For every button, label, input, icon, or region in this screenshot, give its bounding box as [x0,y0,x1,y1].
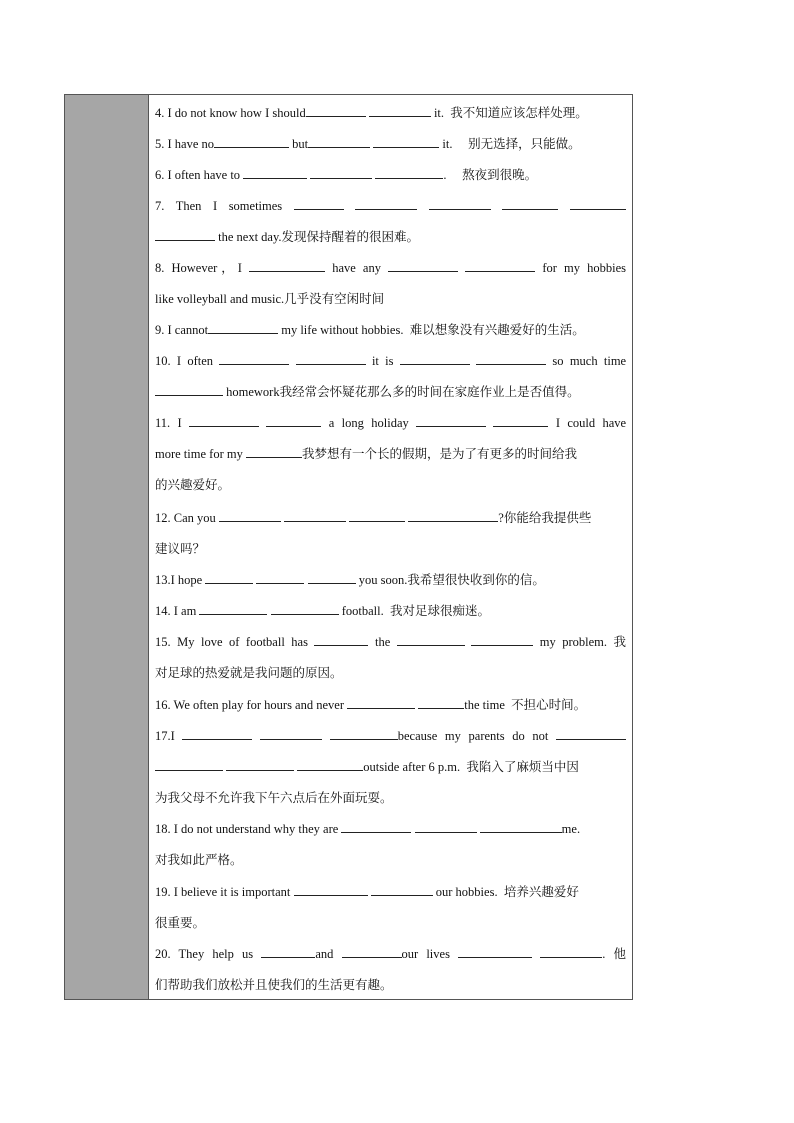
sentence-6: 6. I often have to . 熬夜到很晚。 [155,167,538,182]
sentence-17-line-3: 为我父母不允许我下午六点后在外面玩耍。 [155,790,393,805]
blank[interactable] [369,105,431,117]
sentence-15-line-2: 对足球的热爱就是我问题的原因。 [155,665,343,680]
blank[interactable] [155,759,223,771]
blank[interactable] [476,353,546,365]
blank[interactable] [416,415,486,427]
sentence-9: 9. I cannot my life without hobbies. 难以想象没有兴趣爱好的生活。 [155,322,585,337]
blank[interactable] [330,728,398,740]
blank[interactable] [226,759,294,771]
sentence-18-line-1: 18. I do not understand why they are me. [155,822,581,836]
blank[interactable] [155,229,215,241]
sentence-10-line-1: 10. I often it is so much time [155,354,626,368]
sentence-19-line-2: 很重要。 [155,915,206,930]
blank[interactable] [199,603,267,615]
sentence-8-line-1: 8. However，I have any for my hobbies [155,261,626,275]
sentence-20-line-1: 20. They help us and our lives . 他 [155,946,626,961]
blank[interactable] [355,198,417,210]
sentence-14: 14. I am football. 我对足球很痴迷。 [155,603,490,618]
blank[interactable] [271,603,339,615]
blank[interactable] [155,384,223,396]
blank[interactable] [458,946,532,958]
blank[interactable] [182,728,252,740]
sentence-18-line-2: 对我如此严格。 [155,852,243,867]
sentence-15-line-1: 15. My love of football has the my problem. 我 [155,634,626,649]
blank[interactable] [540,946,602,958]
blank[interactable] [296,353,366,365]
sentence-13: 13.I hope you soon.我希望很快收到你的信。 [155,572,545,587]
blank[interactable] [308,572,356,584]
blank[interactable] [373,136,439,148]
blank[interactable] [249,260,325,272]
blank[interactable] [314,634,368,646]
blank[interactable] [418,697,464,709]
blank[interactable] [471,634,533,646]
sentence-17-line-1: 17.I because my parents do not [155,726,626,746]
blank[interactable] [371,884,433,896]
blank[interactable] [397,634,465,646]
exercise-table [64,94,633,1000]
sentence-7-line-1: 7. Then I sometimes [155,196,626,216]
blank[interactable] [294,884,368,896]
blank[interactable] [297,759,363,771]
blank[interactable] [260,728,322,740]
blank[interactable] [243,167,307,179]
blank[interactable] [400,353,470,365]
sentence-17-line-2: outside after 6 p.m. 我陷入了麻烦当中因 [155,757,626,777]
sentence-12-line-1: 12. Can you ?你能给我提供些 [155,510,592,525]
blank[interactable] [502,198,558,210]
blank[interactable] [341,821,411,833]
blank[interactable] [214,136,289,148]
blank[interactable] [408,510,498,522]
sentence-4: 4. I do not know how I should it. 我不知道应该怎样处理。 [155,105,588,120]
blank[interactable] [189,415,259,427]
sentence-19-line-1: 19. I believe it is important our hobbies. 培养兴趣爱好 [155,884,579,899]
blank[interactable] [415,821,477,833]
blank[interactable] [308,136,370,148]
blank[interactable] [556,728,626,740]
blank[interactable] [256,572,304,584]
sentence-11-line-3: 的兴趣爱好。 [155,477,231,492]
blank[interactable] [205,572,253,584]
sentence-16: 16. We often play for hours and never the time 不担心时间。 [155,697,587,712]
blank[interactable] [246,446,302,458]
sentence-20-line-2: 们帮助我们放松并且使我们的生活更有趣。 [155,977,393,992]
blank[interactable] [570,198,626,210]
blank[interactable] [347,697,415,709]
blank[interactable] [219,353,289,365]
blank[interactable] [261,946,315,958]
blank[interactable] [375,167,443,179]
blank[interactable] [349,510,405,522]
blank[interactable] [465,260,535,272]
blank[interactable] [284,510,346,522]
sentence-8-line-2: like volleyball and music.几乎没有空闲时间 [155,291,385,306]
sentence-7-line-2: the next day.发现保持醒着的很困难。 [155,227,626,247]
sentence-10-line-2: homework我经常会怀疑花那么多的时间在家庭作业上是否值得。 [155,382,626,402]
blank[interactable] [208,322,278,334]
gray-side-column [65,95,149,999]
blank[interactable] [388,260,458,272]
blank[interactable] [429,198,491,210]
exercise-content [149,95,632,999]
blank[interactable] [493,415,548,427]
blank[interactable] [342,946,402,958]
blank[interactable] [310,167,372,179]
sentence-11-line-2: more time for my 我梦想有一个长的假期，是为了有更多的时间给我 [155,446,577,461]
sentence-5: 5. I have no but it. 别无选择，只能做。 [155,136,581,151]
sentence-11-line-1: 11. I a long holiday I could have [155,416,626,430]
blank[interactable] [266,415,321,427]
blank[interactable] [219,510,281,522]
sentence-12-line-2: 建议吗？ [155,541,206,556]
blank[interactable] [480,821,562,833]
blank[interactable] [294,198,344,210]
blank[interactable] [306,105,366,117]
